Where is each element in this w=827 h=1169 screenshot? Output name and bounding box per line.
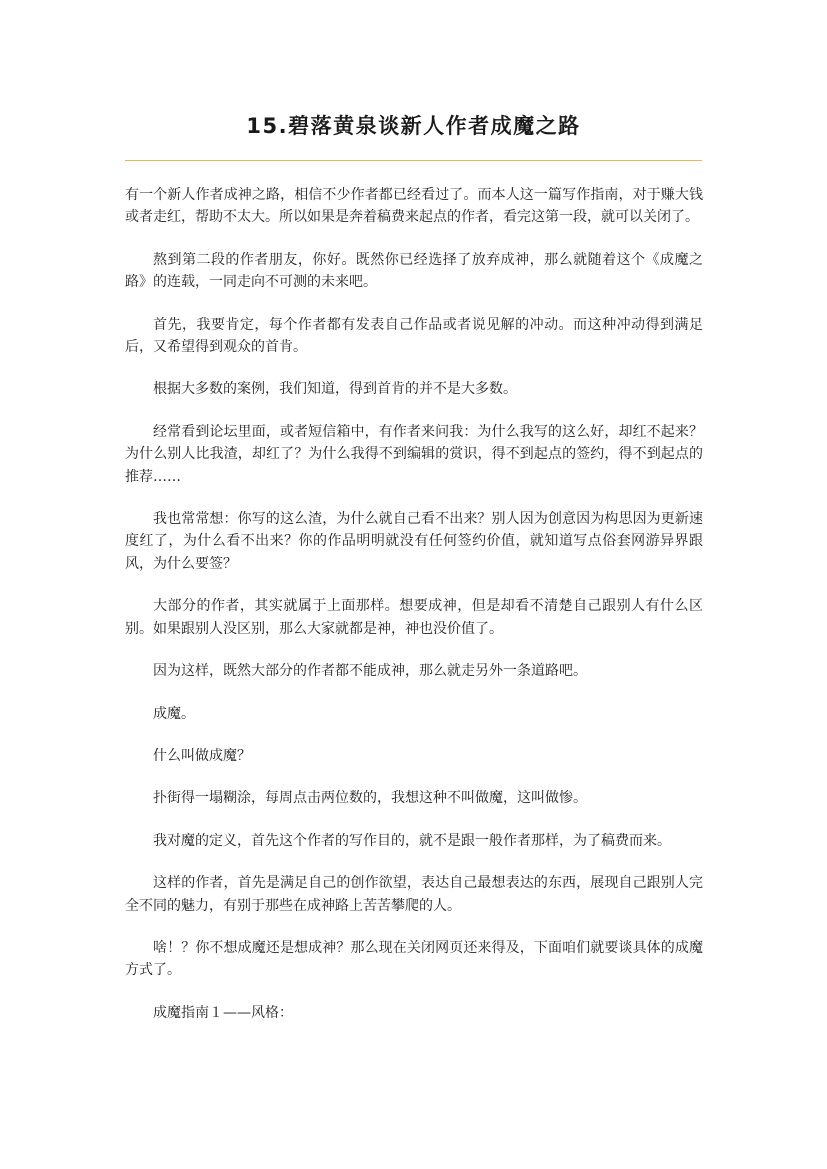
paragraph-3: 首先，我要肯定，每个作者都有发表自己作品或者说见解的冲动。而这种冲动得到满足后，又希望得到观众的首肯。 [125,316,703,356]
paragraph-14: 啥！？你不想成魔还是想成神？那么现在关闭网页还来得及，下面咱们就要谈具体的成魔方式了。 [125,939,703,979]
title-divider [125,160,702,161]
paragraph-7: 大部分的作者，其实就属于上面那样。想要成神，但是却看不清楚自己跟别人有什么区别。如果跟别人没区别，那么大家就都是神，神也没价值了。 [125,598,703,637]
paragraph-10: 什么叫做成魔？ [153,747,251,764]
paragraph-11: 扑街得一塌糊涂，每周点击两位数的，我想这种不叫做魔，这叫做惨。 [153,790,587,807]
paragraph-2: 熬到第二段的作者朋友，你好。既然你已经选择了放弃成神，那么就随着这个《成魔之路》的连载，一同走向不可测的未来吧。 [125,251,703,291]
paragraph-5: 经常看到论坛里面，或者短信箱中，有作者来问我：为什么我写的这么好，却红不起来？为什么别人比我渣，却红了？为什么我得不到编辑的赏识，得不到起点的签约，得不到起点的推荐…… [125,423,703,485]
paragraph-4: 根据大多数的案例，我们知道，得到首肯的并不是大多数。 [153,381,517,398]
paragraph-12: 我对魔的定义，首先这个作者的写作目的，就不是跟一般作者那样，为了稿费而来。 [153,832,671,849]
paragraph-8: 因为这样，既然大部分的作者都不能成神，那么就走另外一条道路吧。 [153,663,587,680]
article-body [125,184,703,1044]
page-title: 15.碧落黄泉谈新人作者成魔之路 [246,114,581,138]
paragraph-9: 成魔。 [153,705,195,722]
paragraph-15: 成魔指南１——风格： [153,1004,293,1021]
paragraph-6: 我也常常想：你写的这么渣，为什么就自己看不出来？别人因为创意因为构思因为更新速度红了，为什么看不出来？你的作品明明就没有任何签约价值，就知道写点俗套网游异界跟风，为什么要签？ [125,511,703,572]
paragraph-1: 有一个新人作者成神之路，相信不少作者都已经看过了。而本人这一篇写作指南，对于赚大钱或者走红，帮助不太大。所以如果是奔着稿费来起点的作者，看完这第一段，就可以关闭了。 [125,187,703,226]
paragraph-13: 这样的作者，首先是满足自己的创作欲望，表达自己最想表达的东西，展现自己跟别人完全不同的魅力，有别于那些在成神路上苦苦攀爬的人。 [125,875,703,914]
